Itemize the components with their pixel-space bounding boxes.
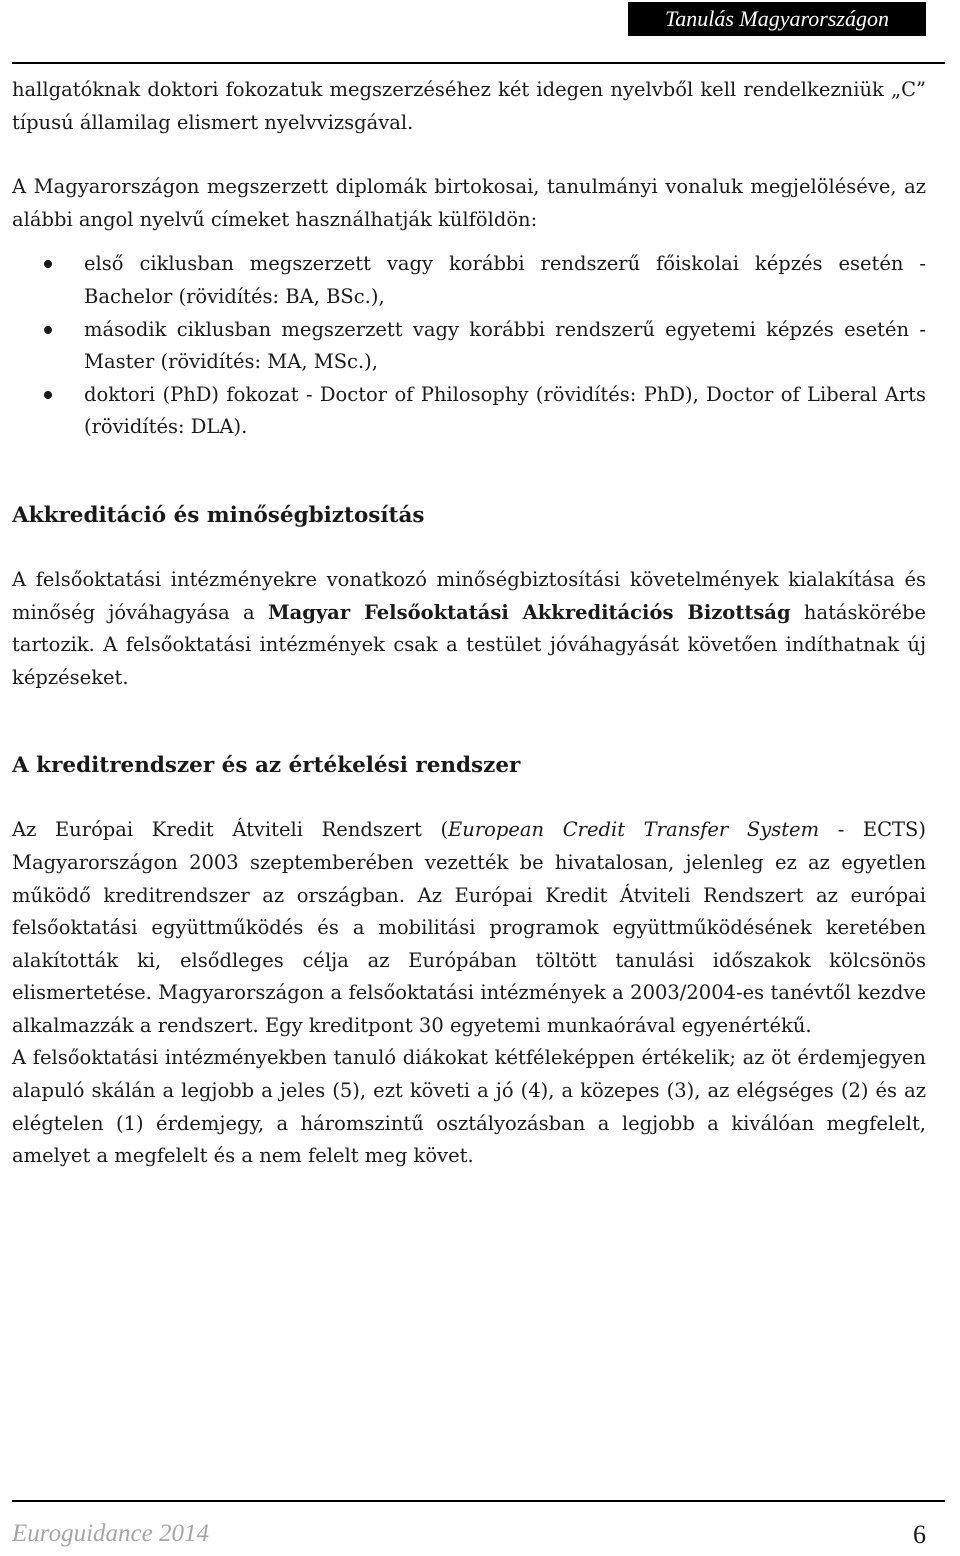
ects-full-name: European Credit Transfer System xyxy=(448,818,820,842)
running-header: Tanulás Magyarországon xyxy=(628,2,926,36)
footer-divider xyxy=(12,1500,945,1502)
section-heading-credit-system: A kreditrendszer és az értékelési rendszer xyxy=(12,753,521,779)
degree-title-list xyxy=(12,248,926,444)
intro-paragraph-2: A Magyarországon megszerzett diplomák birtokosai, tanulmányi vonaluk megjelöléséve, az alábbi angol nyelvű címeket használhatják külföldön: xyxy=(12,175,926,231)
list-item-bachelor: első ciklusban megszerzett vagy korábbi rendszerű főiskolai képzés esetén - Bachelor (rövidítés: BA, BSc.), xyxy=(12,248,926,313)
header-divider xyxy=(12,62,945,64)
page-body xyxy=(12,74,926,1173)
footer-source: Euroguidance 2014 xyxy=(12,1520,209,1547)
list-item-master: második ciklusban megszerzett vagy korábbi rendszerű egyetemi képzés esetén - Master (rövidítés: MA, MSc.), xyxy=(12,314,926,379)
list-item-doctor: doktori (PhD) fokozat - Doctor of Philosophy (rövidítés: PhD), Doctor of Liberal Arts (rövidítés: DLA). xyxy=(12,379,926,444)
section-heading-accreditation: Akkreditáció és minőségbiztosítás xyxy=(12,502,425,528)
intro-paragraph-1: hallgatóknak doktori fokozatuk megszerzéséhez két idegen nyelvből kell rendelkezniük „C” típusú államilag elismert nyelvvizsgával. xyxy=(12,78,926,134)
page-number: 6 xyxy=(913,1520,926,1549)
grading-paragraph: A felsőoktatási intézményekben tanuló diákokat kétféleképpen értékelik; az öt érdemjegyen alapuló skálán a legjobb a jeles (5), ezt követi a jó (4), a közepes (3), az elégséges (2) és az elégtelen (1) érdemjegy, a háromszintű osztályozásban a legjobb a kiválóan megfelelt, amelyet a megfelelt és a nem felelt meg követ. xyxy=(12,1046,926,1168)
credit-system-paragraph: Az Európai Kredit Átviteli Rendszert (European Credit Transfer System - ECTS) Magyarországon 2003 szeptemberében vezették be hivatalosan, jelenleg ez az egyetlen működő kreditrendszer az országban. Az Európai Kredit Átviteli Rendszert az európai felsőoktatási együttműködés és a mobilitási programok együttműködésének keretében alakították ki, elsődleges célja az Európában töltött tanulási időszakok kölcsönös elismertetése. Magyarországon a felsőoktatási intézmények a 2003/2004-es tanévtől kezdve alkalmazzák a rendszert. Egy kreditpont 30 egyetemi munkaórával egyenértékű. xyxy=(12,818,927,1037)
committee-name: Magyar Felsőoktatási Akkreditációs Bizottság xyxy=(268,600,791,624)
accreditation-paragraph: A felsőoktatási intézményekre vonatkozó minőségbiztosítási követelmények kialakítása és minőség jóváhagyása a Magyar Felsőoktatási Akkreditációs Bizottság hatáskörébe tartozik. A felsőoktatási intézmények csak a testület jóváhagyását követően indíthatnak új képzéseket. xyxy=(12,567,927,689)
